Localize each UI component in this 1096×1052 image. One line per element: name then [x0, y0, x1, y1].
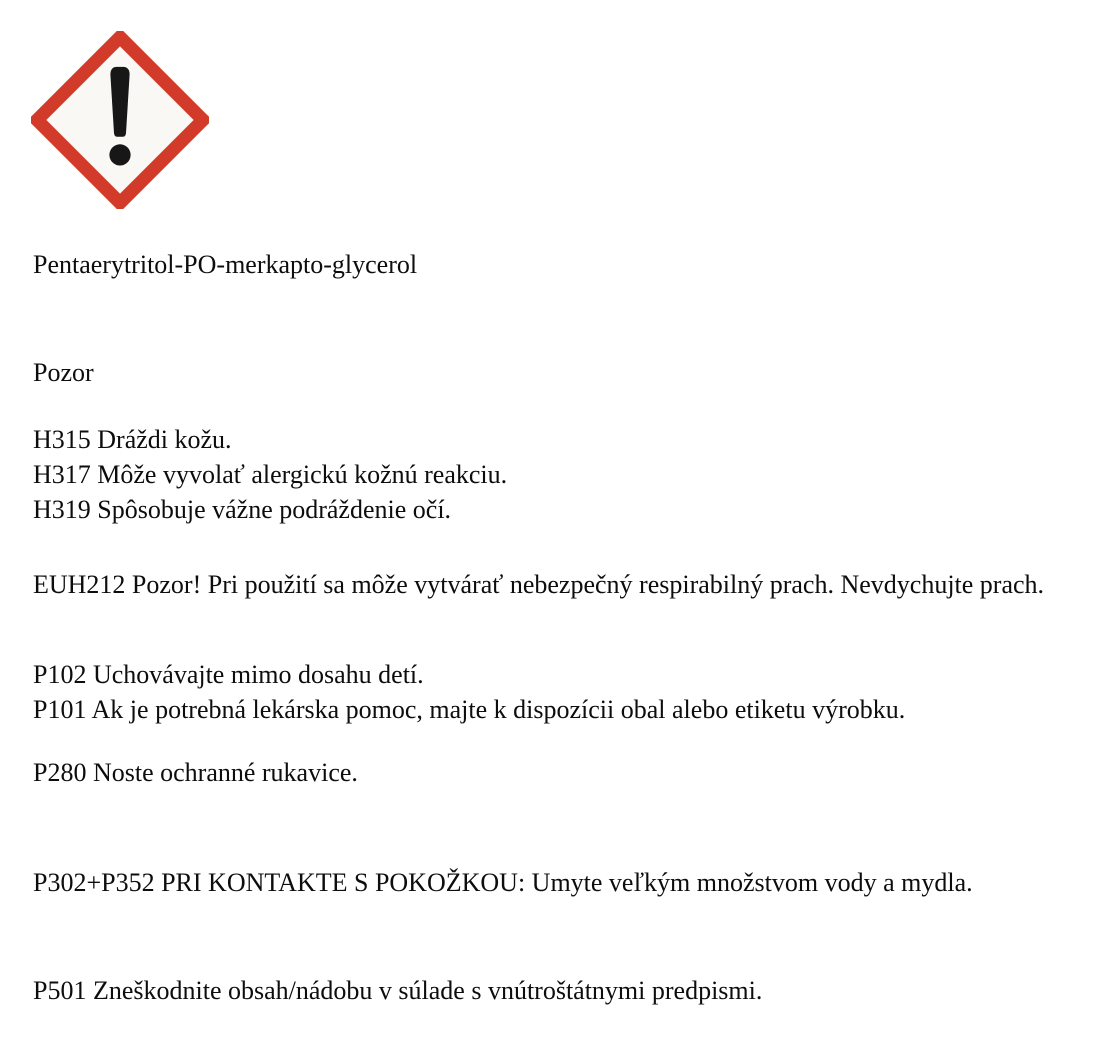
warning-diamond-icon [31, 31, 209, 209]
product-name: Pentaerytritol-PO-merkapto-glycerol [33, 250, 418, 279]
hazard-statements [33, 422, 1063, 527]
hazard-statement-h315: H315 Dráždi kožu. [33, 425, 232, 454]
precautionary-statements-general [33, 657, 1063, 727]
precautionary-statement-p501: P501 Zneškodnite obsah/nádobu v súlade s vnútroštátnymi predpismi. [33, 976, 763, 1005]
precautionary-statement-p280: P280 Noste ochranné rukavice. [33, 758, 358, 787]
signal-word: Pozor [33, 358, 94, 387]
hazard-statement-h317: H317 Môže vyvolať alergickú kožnú reakciu. [33, 460, 508, 489]
precautionary-statement-p302-p352: P302+P352 PRI KONTAKTE S POKOŽKOU: Umyte veľkým množstvom vody a mydla. [33, 868, 973, 897]
hazard-statement-h319: H319 Spôsobuje vážne podráždenie očí. [33, 495, 452, 524]
ghs07-pictogram [31, 31, 209, 209]
supplemental-statement-euh212: EUH212 Pozor! Pri použití sa môže vytvárať nebezpečný respirabilný prach. Nevdychujte prach. [33, 570, 1045, 599]
precautionary-statement-p101: P101 Ak je potrebná lekárska pomoc, majte k dispozícii obal alebo etiketu výrobku. [33, 695, 906, 724]
precautionary-statement-p102: P102 Uchovávajte mimo dosahu detí. [33, 660, 424, 689]
